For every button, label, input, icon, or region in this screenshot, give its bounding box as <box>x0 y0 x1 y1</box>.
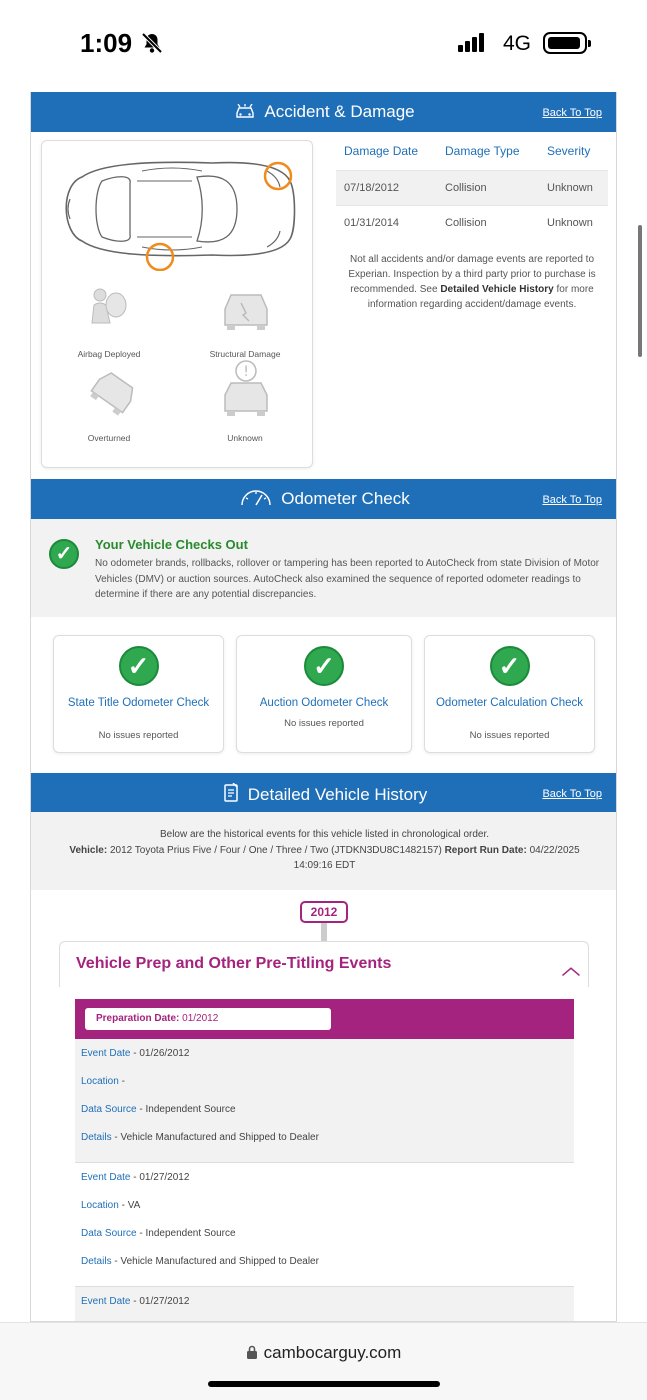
col-damage-date: Damage Date <box>344 144 419 158</box>
event-details-key: Details <box>81 1132 112 1143</box>
odometer-card-status: No issues reported <box>469 730 550 741</box>
unknown-damage-icon <box>219 359 273 419</box>
home-indicator[interactable] <box>208 1381 440 1387</box>
prep-date-label: Preparation Date: <box>96 1013 180 1024</box>
preparation-date-pill <box>85 1008 331 1030</box>
status-time: 1:09 <box>80 28 133 58</box>
cell-type: Collision <box>445 217 487 229</box>
check-icon: ✓ <box>119 646 159 686</box>
battery-icon <box>543 32 587 54</box>
table-row <box>336 170 608 205</box>
overturned-label: Overturned <box>87 433 131 443</box>
event-source-key: Data Source <box>81 1228 137 1239</box>
unknown-label: Unknown <box>227 433 263 443</box>
event-location-value: - VA <box>118 1200 141 1211</box>
detailed-history-reference: Detailed Vehicle History <box>440 284 554 295</box>
event-date-value: - 01/27/2012 <box>130 1296 190 1307</box>
preparation-date-bar <box>75 999 574 1039</box>
scrollbar-thumb[interactable] <box>638 225 642 357</box>
airbag-label: Airbag Deployed <box>77 349 141 359</box>
structural-damage-label: Structural Damage <box>209 349 281 359</box>
vehicle-history-title: Detailed Vehicle History <box>247 785 428 804</box>
vehicle-history-header <box>31 773 617 813</box>
report-date-value: 04/22/2025 14:09:16 EDT <box>293 844 580 871</box>
accident-damage-title: Accident & Damage <box>264 102 415 121</box>
status-bar <box>0 0 647 90</box>
airbag-icon <box>84 283 134 333</box>
event-date-value: - 01/26/2012 <box>130 1048 190 1059</box>
lock-icon <box>246 1345 258 1360</box>
vehicle-label: Vehicle: <box>69 844 108 856</box>
event-date-value: - 01/27/2012 <box>130 1172 190 1183</box>
signal-icon <box>458 33 486 52</box>
url-text[interactable]: cambocarguy.com <box>263 1343 402 1362</box>
odometer-status-desc: No odometer brands, rollbacks, rollover or tampering has been reported to AutoCheck from state Division of Motor Vehicles (DMV) or auction sources. AutoCheck also examined the sequence of reported odometer readings to determine if there are any potential discrepancies. <box>95 558 600 600</box>
check-icon: ✓ <box>304 646 344 686</box>
disclaimer-text-end: for more information regarding accident/damage events. <box>367 284 594 310</box>
back-to-top-link[interactable]: Back To Top <box>542 494 602 506</box>
damage-table <box>336 140 608 240</box>
event-group-header[interactable] <box>59 941 589 987</box>
svg-text:!: ! <box>243 364 249 380</box>
event-details-line <box>81 1132 319 1143</box>
check-icon: ✓ <box>49 539 79 569</box>
damage-table-header <box>336 140 608 170</box>
event-group-title: Vehicle Prep and Other Pre-Titling Events <box>76 955 392 972</box>
network-type: 4G <box>503 32 532 55</box>
back-to-top-link[interactable]: Back To Top <box>542 107 602 119</box>
odometer-card-label: State Title Odometer Check <box>67 697 210 709</box>
event-details-value: - Vehicle Manufactured and Shipped to Dealer <box>111 1132 319 1143</box>
event-source-line <box>81 1104 236 1115</box>
check-icon: ✓ <box>490 646 530 686</box>
history-event <box>75 1039 574 1163</box>
history-intro <box>31 812 617 890</box>
odometer-check-title: Odometer Check <box>281 489 410 508</box>
odometer-card-state-title <box>53 635 224 753</box>
event-date-key: Event Date <box>81 1048 131 1059</box>
structural-damage-icon <box>219 289 273 333</box>
chevron-up-icon[interactable]: ︿ <box>562 958 580 978</box>
disclaimer-text: Not all accidents and/or damage events are reported to Experian. Inspection by a third party prior to purchase is recommended. See <box>348 254 596 295</box>
odometer-card-label: Auction Odometer Check <box>259 697 389 709</box>
event-date-line <box>81 1296 189 1307</box>
report-date-label: Report Run Date: <box>444 844 527 856</box>
timeline-connector <box>321 923 327 941</box>
odometer-card-label: Odometer Calculation Check <box>435 697 583 709</box>
car-damage-icon <box>234 104 256 120</box>
accident-damage-header <box>31 92 617 132</box>
col-severity: Severity <box>547 144 591 158</box>
cell-severity: Unknown <box>547 217 593 229</box>
history-event <box>75 1163 574 1287</box>
cell-type: Collision <box>445 182 487 194</box>
event-location-line <box>81 1076 125 1087</box>
odometer-check-header <box>31 479 617 519</box>
bell-muted-icon <box>140 31 164 55</box>
gauge-icon <box>239 489 273 507</box>
event-date-key: Event Date <box>81 1172 131 1183</box>
odometer-status-title: Your Vehicle Checks Out <box>95 537 248 552</box>
history-event <box>75 1287 574 1322</box>
col-damage-type: Damage Type <box>445 144 520 158</box>
event-location-key: Location <box>81 1076 119 1087</box>
cell-severity: Unknown <box>547 182 593 194</box>
cell-date: 07/18/2012 <box>344 182 400 194</box>
year-tag: 2012 <box>300 901 348 923</box>
car-diagram <box>42 141 314 271</box>
vehicle-value: 2012 Toyota Prius Five / Four / One / Three / Two (JTDKN3DU8C1482157) <box>107 844 445 856</box>
event-source-value: - Independent Source <box>136 1104 236 1115</box>
odometer-card-auction <box>236 635 412 753</box>
event-details-line <box>81 1256 319 1267</box>
back-to-top-link[interactable]: Back To Top <box>542 788 602 800</box>
cell-date: 01/31/2014 <box>344 217 400 229</box>
table-row <box>336 205 608 240</box>
history-intro-text: Below are the historical events for this vehicle listed in chronological order. <box>159 829 490 840</box>
damage-disclaimer <box>336 252 608 312</box>
event-details-value: - Vehicle Manufactured and Shipped to Dealer <box>111 1256 319 1267</box>
event-date-line <box>81 1048 189 1059</box>
document-icon <box>222 783 240 803</box>
odometer-status-banner <box>31 519 617 617</box>
overturned-icon <box>84 371 138 421</box>
event-location-value: - <box>118 1076 125 1087</box>
odometer-card-status: No issues reported <box>284 718 364 729</box>
damage-diagram-card <box>41 140 313 468</box>
odometer-card-calculation <box>424 635 595 753</box>
prep-date-value: 01/2012 <box>179 1013 219 1024</box>
event-source-value: - Independent Source <box>136 1228 236 1239</box>
odometer-card-status: No issues reported <box>98 730 179 741</box>
event-date-line <box>81 1172 189 1183</box>
event-details-key: Details <box>81 1256 112 1267</box>
report-content <box>30 92 617 1322</box>
browser-url-bar[interactable] <box>0 1322 647 1400</box>
event-source-key: Data Source <box>81 1104 137 1115</box>
event-date-key: Event Date <box>81 1296 131 1307</box>
event-location-line <box>81 1200 140 1211</box>
event-source-line <box>81 1228 236 1239</box>
event-location-key: Location <box>81 1200 119 1211</box>
